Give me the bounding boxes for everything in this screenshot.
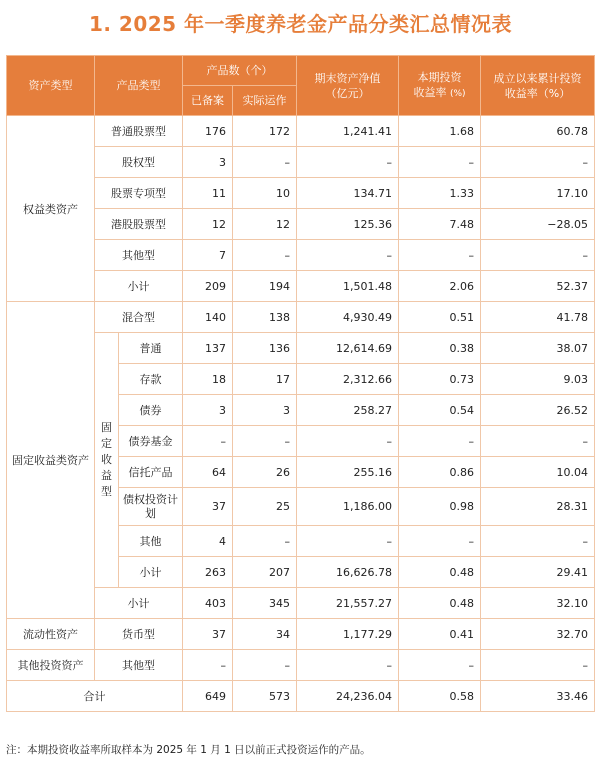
table-cell: 573 (233, 681, 297, 712)
total-label: 合计 (7, 681, 183, 712)
table-cell: – (233, 526, 297, 557)
table-cell: 2.06 (399, 271, 481, 302)
header-product-type: 产品类型 (95, 56, 183, 116)
header-filed: 已备案 (183, 86, 233, 116)
table-cell: 港股股票型 (95, 209, 183, 240)
table-cell: 股权型 (95, 147, 183, 178)
table-cell: 17.10 (481, 178, 595, 209)
table-cell: 7.48 (399, 209, 481, 240)
table-cell: – (297, 147, 399, 178)
table-cell: 3 (183, 395, 233, 426)
table-cell: 125.36 (297, 209, 399, 240)
table-cell: – (481, 240, 595, 271)
table-row (7, 116, 595, 147)
table-cell: 29.41 (481, 557, 595, 588)
table-cell: 存款 (119, 364, 183, 395)
page-title: 1. 2025 年一季度养老金产品分类汇总情况表 (88, 12, 513, 36)
table-row (7, 619, 595, 650)
table-cell: 债权投资计划 (119, 488, 183, 526)
table-cell: 136 (233, 333, 297, 364)
table-row-total (7, 681, 595, 712)
table-cell: 其他型 (95, 650, 183, 681)
table-cell: 194 (233, 271, 297, 302)
table-cell: 10 (233, 178, 297, 209)
table-cell: – (297, 526, 399, 557)
table-cell: 24,236.04 (297, 681, 399, 712)
table-cell: 38.07 (481, 333, 595, 364)
table-cell: 140 (183, 302, 233, 333)
table-cell: 2,312.66 (297, 364, 399, 395)
table-cell: 34 (233, 619, 297, 650)
table-cell: 26.52 (481, 395, 595, 426)
table-cell: 0.73 (399, 364, 481, 395)
table-cell: 混合型 (95, 302, 183, 333)
table-cell: 0.98 (399, 488, 481, 526)
table-cell: – (399, 426, 481, 457)
table-cell: 345 (233, 588, 297, 619)
table-cell: 12,614.69 (297, 333, 399, 364)
table-cell: – (399, 147, 481, 178)
table-cell: 0.41 (399, 619, 481, 650)
pension-product-table (6, 55, 595, 712)
table-cell: 4 (183, 526, 233, 557)
table-cell: – (297, 650, 399, 681)
table-cell: 货币型 (95, 619, 183, 650)
table-cell: – (183, 426, 233, 457)
table-cell: 649 (183, 681, 233, 712)
table-cell: 信托产品 (119, 457, 183, 488)
table-cell: – (399, 526, 481, 557)
table-cell: 32.10 (481, 588, 595, 619)
table-cell: 1,177.29 (297, 619, 399, 650)
table-cell: 21,557.27 (297, 588, 399, 619)
table-cell: 28.31 (481, 488, 595, 526)
table-cell: 小计 (95, 271, 183, 302)
table-cell: 52.37 (481, 271, 595, 302)
table-cell: 0.51 (399, 302, 481, 333)
table-cell: – (233, 147, 297, 178)
table-cell: – (481, 650, 595, 681)
table-cell: 小计 (119, 557, 183, 588)
table-cell: 209 (183, 271, 233, 302)
table-cell: 176 (183, 116, 233, 147)
header-nav: 期末资产净值 （亿元） (297, 56, 399, 116)
table-row (7, 302, 595, 333)
header-operating: 实际运作 (233, 86, 297, 116)
table-row-subtotal (7, 271, 595, 302)
table-cell: 26 (233, 457, 297, 488)
table-cell: 18 (183, 364, 233, 395)
group-fixed: 固定收益类资产 (7, 302, 95, 619)
table-cell: 12 (233, 209, 297, 240)
table-cell: 10.04 (481, 457, 595, 488)
table-cell: – (481, 147, 595, 178)
group-liquidity: 流动性资产 (7, 619, 95, 650)
table-cell: 小计 (95, 588, 183, 619)
table-cell: 其他型 (95, 240, 183, 271)
table-row (7, 650, 595, 681)
table-row (7, 178, 595, 209)
table-cell: 9.03 (481, 364, 595, 395)
table-cell: 1.68 (399, 116, 481, 147)
table-cell: 0.48 (399, 557, 481, 588)
table-cell: – (297, 240, 399, 271)
table-cell: 1,186.00 (297, 488, 399, 526)
table-cell: 12 (183, 209, 233, 240)
table-cell: 0.54 (399, 395, 481, 426)
table-cell: 0.48 (399, 588, 481, 619)
table-cell: 普通 (119, 333, 183, 364)
table-cell: 207 (233, 557, 297, 588)
table-row (7, 209, 595, 240)
table-row-subtotal (7, 588, 595, 619)
table-cell: 134.71 (297, 178, 399, 209)
table-cell: 3 (183, 147, 233, 178)
table-cell: – (233, 426, 297, 457)
table-cell: – (183, 650, 233, 681)
header-cumulative-return: 成立以来累计投资 收益率（%） (481, 56, 595, 116)
table-cell: 1,241.41 (297, 116, 399, 147)
table-cell: 138 (233, 302, 297, 333)
table-row (7, 240, 595, 271)
table-cell: 255.16 (297, 457, 399, 488)
table-cell: 25 (233, 488, 297, 526)
table-cell: 258.27 (297, 395, 399, 426)
table-cell: 37 (183, 619, 233, 650)
table-cell: – (399, 240, 481, 271)
table-cell: – (481, 526, 595, 557)
table-cell: 60.78 (481, 116, 595, 147)
table-cell: 1.33 (399, 178, 481, 209)
table-cell: 33.46 (481, 681, 595, 712)
table-cell: −28.05 (481, 209, 595, 240)
table-cell: 0.86 (399, 457, 481, 488)
table-cell: 债券 (119, 395, 183, 426)
table-row (7, 147, 595, 178)
table-cell: 137 (183, 333, 233, 364)
table-cell: 普通股票型 (95, 116, 183, 147)
table-cell: 股票专项型 (95, 178, 183, 209)
table-cell: 1,501.48 (297, 271, 399, 302)
table-cell: 11 (183, 178, 233, 209)
table-cell: 其他 (119, 526, 183, 557)
table-cell: 3 (233, 395, 297, 426)
header-count: 产品数（个） (183, 56, 297, 86)
table-cell: 4,930.49 (297, 302, 399, 333)
table-cell: – (297, 426, 399, 457)
header-asset-type: 资产类型 (7, 56, 95, 116)
table-cell: 41.78 (481, 302, 595, 333)
table-cell: – (233, 650, 297, 681)
table-cell: – (233, 240, 297, 271)
header-period-return: 本期投资 收益率 (%) (399, 56, 481, 116)
group-other: 其他投资资产 (7, 650, 95, 681)
footnote: 注：本期投资收益率所取样本为 2025 年 1 月 1 日以前正式投资运作的产品。 (6, 744, 371, 756)
table-cell: 债券基金 (119, 426, 183, 457)
table-cell: 17 (233, 364, 297, 395)
table-cell: 403 (183, 588, 233, 619)
table-cell: 32.70 (481, 619, 595, 650)
table-cell: 0.38 (399, 333, 481, 364)
table-cell: 172 (233, 116, 297, 147)
table-cell: – (399, 650, 481, 681)
table-cell: 16,626.78 (297, 557, 399, 588)
table-cell: 37 (183, 488, 233, 526)
table-cell: – (481, 426, 595, 457)
table-cell: 263 (183, 557, 233, 588)
group-equity: 权益类资产 (7, 116, 95, 302)
table-cell: 64 (183, 457, 233, 488)
table-row (7, 333, 595, 364)
table-cell: 7 (183, 240, 233, 271)
group-fixed-income-type: 固 定 收 益 型 (95, 333, 119, 588)
table-cell: 0.58 (399, 681, 481, 712)
